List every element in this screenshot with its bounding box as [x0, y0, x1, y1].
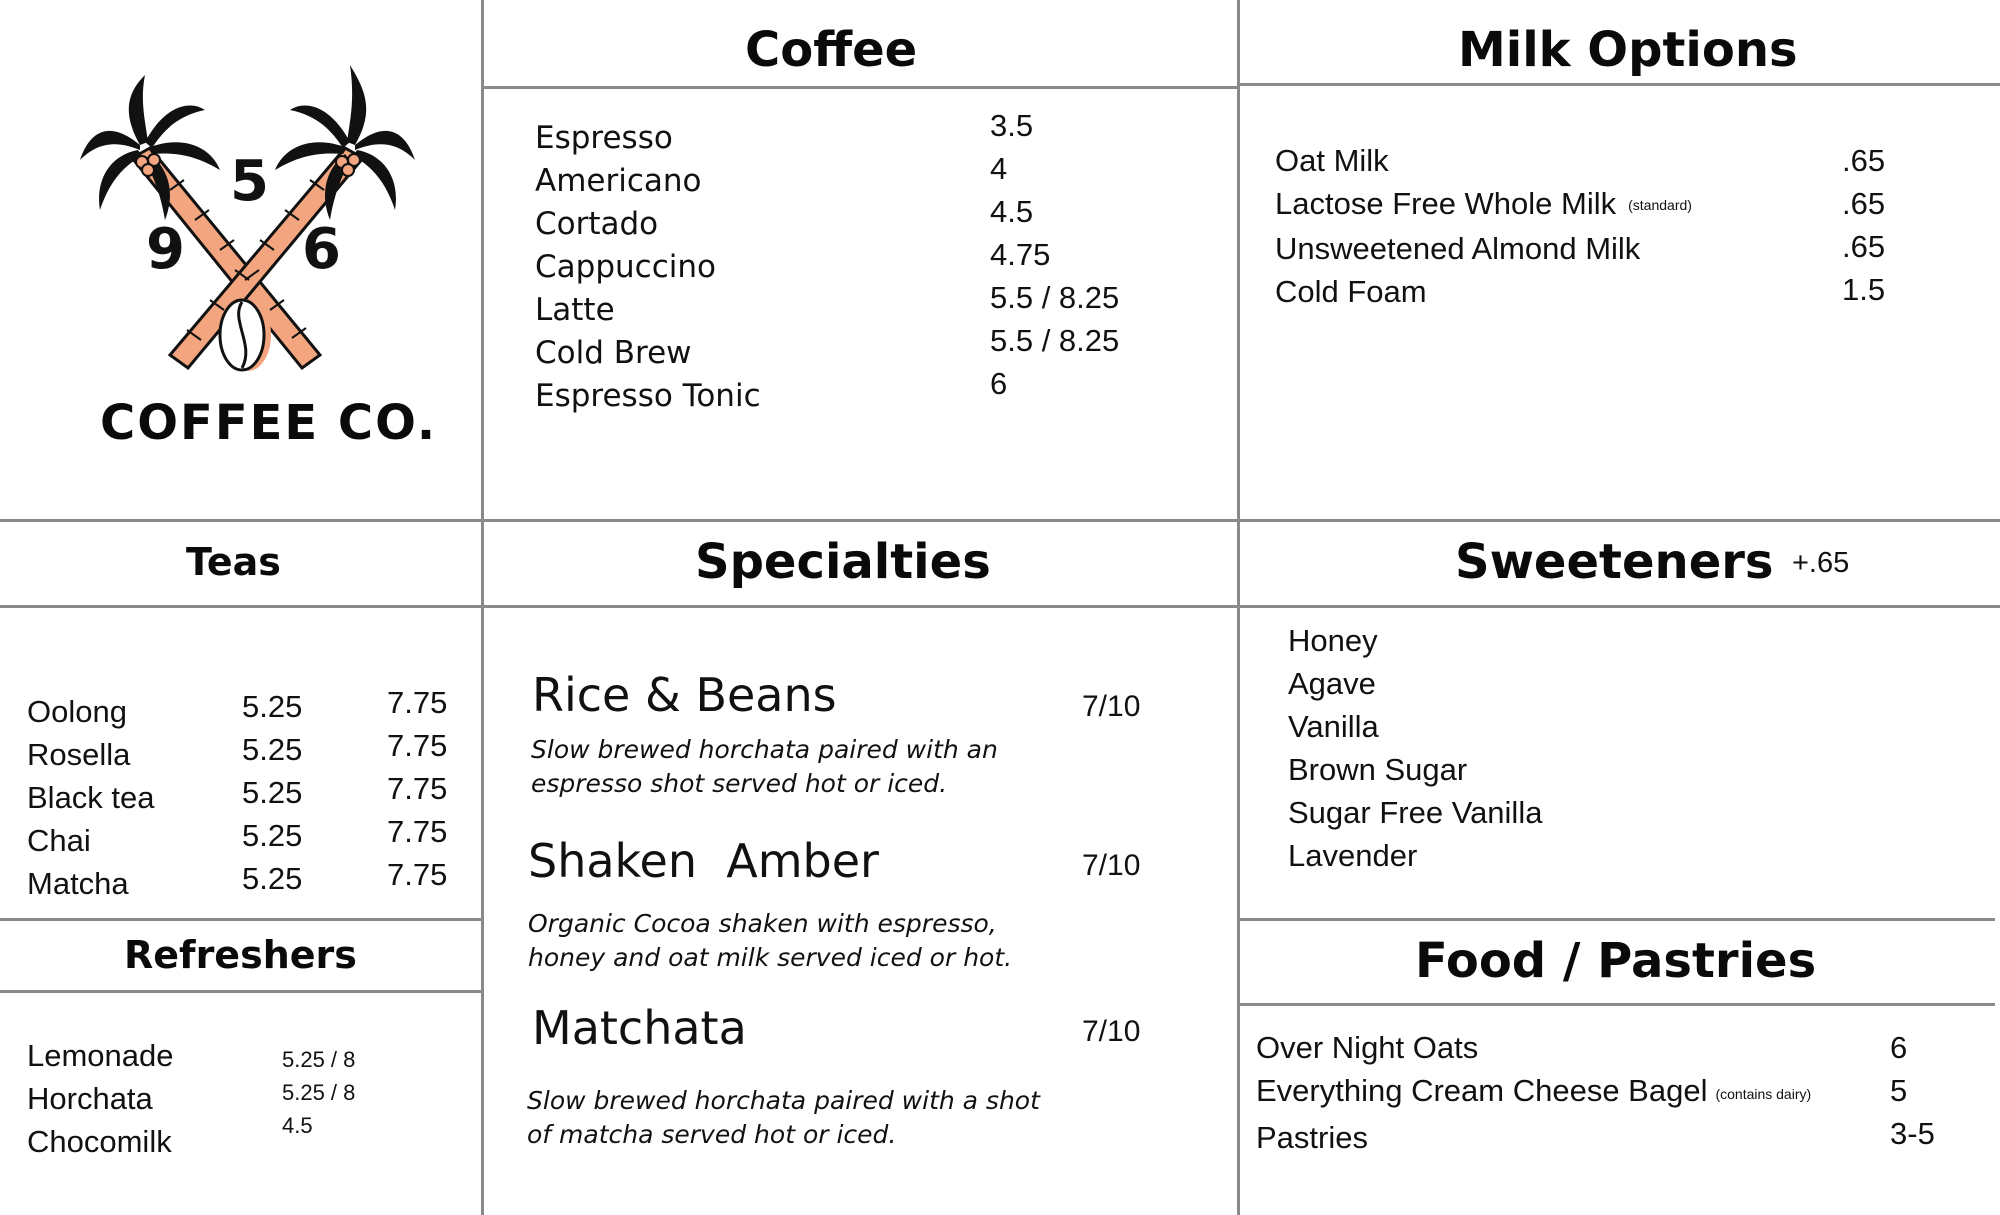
coffee-item-latte: Latte — [535, 292, 615, 328]
coffee-price: 3.5 — [990, 108, 1034, 143]
coffee-price: 4 — [990, 151, 1008, 186]
divider-food-top — [1240, 918, 1995, 921]
specialty-name: Shaken Amber — [528, 834, 879, 888]
teas-small-prices — [242, 685, 302, 900]
tea-small-price: 5.25 — [242, 732, 303, 767]
food-price: 5 — [1890, 1073, 1908, 1108]
milk-item-lactose-free: Lactose Free Whole Milk (standard) — [1275, 186, 1692, 221]
tea-small-price: 5.25 — [242, 861, 303, 896]
divider-milk-header — [1240, 83, 2000, 86]
coffee-prices — [990, 104, 1119, 405]
food-price: 6 — [1890, 1030, 1908, 1065]
logo-text: COFFEE CO. — [100, 395, 438, 451]
coffee-price: 4.5 — [990, 194, 1034, 229]
divider-refreshers-top — [0, 918, 481, 921]
sweetener-item-agave: Agave — [1288, 666, 1376, 701]
food-title: Food / Pastries — [1415, 933, 1817, 989]
milk-item-almond: Unsweetened Almond Milk — [1275, 231, 1641, 266]
coffee-price: 5.5 / 8.25 — [990, 280, 1120, 315]
coffee-title: Coffee — [745, 22, 918, 78]
specialty-description: espresso shot served hot or iced. — [531, 769, 948, 798]
refresher-item-lemonade: Lemonade — [27, 1038, 174, 1073]
sweetener-item-honey: Honey — [1288, 623, 1378, 658]
specialty-price: 7/10 — [1082, 690, 1141, 723]
food-dairy-note: (contains dairy) — [1715, 1086, 1812, 1102]
teas-title: Teas — [186, 540, 281, 584]
sweeteners-items — [1288, 619, 1542, 877]
milk-price: .65 — [1842, 229, 1886, 264]
refreshers-title: Refreshers — [124, 933, 357, 977]
coffee-item-cortado: Cortado — [535, 206, 659, 242]
tea-item-black-tea: Black tea — [27, 780, 155, 815]
divider-food-header — [1240, 1003, 1995, 1006]
tea-item-chai: Chai — [27, 823, 91, 858]
tea-large-price: 7.75 — [387, 857, 448, 892]
tea-item-oolong: Oolong — [27, 694, 127, 729]
teas-items — [27, 690, 155, 905]
coffee-items — [535, 117, 761, 418]
specialty-description: honey and oat milk served iced or hot. — [528, 943, 1013, 972]
tea-large-price: 7.75 — [387, 814, 448, 849]
coffee-price: 6 — [990, 366, 1008, 401]
food-items — [1256, 1026, 1811, 1159]
sweeteners-title: Sweeteners — [1455, 534, 1774, 590]
specialty-description: Slow brewed horchata paired with an — [531, 735, 998, 764]
milk-item-oat: Oat Milk — [1275, 143, 1389, 178]
milk-item-cold-foam: Cold Foam — [1275, 274, 1427, 309]
coffee-bean-icon — [220, 300, 270, 370]
tea-small-price: 5.25 — [242, 775, 303, 810]
milk-price: 1.5 — [1842, 272, 1886, 307]
tea-item-rosella: Rosella — [27, 737, 131, 772]
divider-refreshers-header — [0, 990, 481, 993]
divider-coffee-header — [484, 86, 1237, 89]
tea-large-price: 7.75 — [387, 728, 448, 763]
refreshers-prices — [282, 1043, 355, 1142]
specialty-description: Organic Cocoa shaken with espresso, — [528, 909, 997, 938]
milk-prices — [1842, 139, 1885, 311]
logo — [70, 50, 438, 470]
food-item-bagel: Everything Cream Cheese Bagel (contains dairy) — [1256, 1073, 1812, 1108]
specialty-price: 7/10 — [1082, 1015, 1141, 1048]
tea-large-price: 7.75 — [387, 771, 448, 806]
palm-trees-logo-icon — [70, 50, 430, 380]
specialty-description: Slow brewed horchata paired with a shot — [527, 1086, 1040, 1115]
sweetener-item-vanilla: Vanilla — [1288, 709, 1379, 744]
coffee-item-americano: Americano — [535, 163, 702, 199]
coffee-item-cold-brew: Cold Brew — [535, 335, 692, 371]
coffee-item-espresso-tonic: Espresso Tonic — [535, 378, 761, 414]
coffee-item-cappuccino: Cappuccino — [535, 249, 716, 285]
specialty-description: of matcha served hot or iced. — [527, 1120, 897, 1149]
milk-standard-note: (standard) — [1628, 197, 1692, 213]
divider-middle-headers — [0, 605, 2000, 608]
milk-price: .65 — [1842, 186, 1886, 221]
teas-large-prices — [387, 681, 447, 896]
tea-item-matcha: Matcha — [27, 866, 129, 901]
refreshers-items — [27, 1034, 174, 1163]
sweetener-item-lavender: Lavender — [1288, 838, 1418, 873]
tea-small-price: 5.25 — [242, 689, 303, 724]
food-prices — [1890, 1026, 1935, 1155]
coffee-item-espresso: Espresso — [535, 120, 673, 156]
specialty-name: Matchata — [532, 1001, 747, 1055]
refresher-item-horchata: Horchata — [27, 1081, 153, 1116]
milk-price: .65 — [1842, 143, 1886, 178]
milk-items — [1275, 139, 1692, 313]
refresher-price: 4.5 — [282, 1113, 313, 1138]
logo-number-5: 5 — [230, 149, 269, 214]
sweetener-item-sugar-free-vanilla: Sugar Free Vanilla — [1288, 795, 1543, 830]
food-item-pastries: Pastries — [1256, 1120, 1368, 1155]
sweeteners-price: +.65 — [1792, 547, 1850, 579]
tea-small-price: 5.25 — [242, 818, 303, 853]
specialties-title: Specialties — [695, 534, 991, 590]
sweetener-item-brown-sugar: Brown Sugar — [1288, 752, 1468, 787]
coffee-price: 4.75 — [990, 237, 1051, 272]
coffee-price: 5.5 / 8.25 — [990, 323, 1120, 358]
food-item-oats: Over Night Oats — [1256, 1030, 1479, 1065]
refresher-item-chocomilk: Chocomilk — [27, 1124, 172, 1159]
milk-title: Milk Options — [1458, 22, 1798, 78]
divider-top-row — [0, 519, 2000, 522]
food-price: 3-5 — [1890, 1116, 1935, 1151]
tea-large-price: 7.75 — [387, 685, 448, 720]
specialty-name: Rice & Beans — [532, 668, 837, 722]
refresher-price: 5.25 / 8 — [282, 1047, 356, 1072]
logo-number-6: 6 — [302, 217, 341, 282]
refresher-price: 5.25 / 8 — [282, 1080, 356, 1105]
logo-number-9: 9 — [146, 217, 185, 282]
specialty-price: 7/10 — [1082, 849, 1141, 882]
